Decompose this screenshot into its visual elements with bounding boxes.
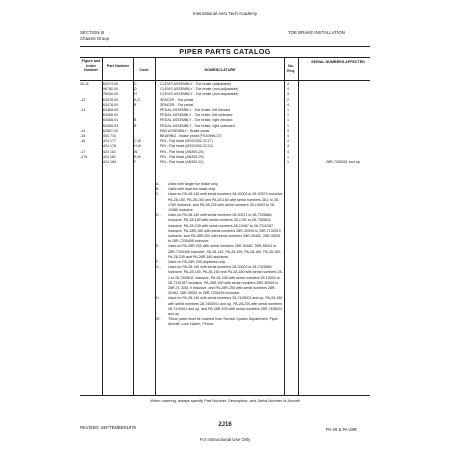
part-number-cell: 63465-03 [103,123,119,128]
code-cell: W [134,149,138,154]
note-text: Used on PA-28-140 with serial numbers 28-20371 to 28-7325684 inclusive, PA-28-180 with serial numbers 28-1761 to 28-7305611 inclusive, PA-28-235 with serial numbers 28-10487 to 28-7310187 inclusive, PA-28R-180 with serial numbers 28R-30005 to 28R-7130019 inclusive, and PA-28R-200 with serial numbers 28R-30482, 28R-35001 to 28R-7335455 inclusive. [168,213,281,244]
col-figure-index: Figure and Index Number [81,59,101,73]
nomenclature-cell: BEARING - Brake pedal (FS10966-37) [160,134,222,138]
note-text: Used with dual toe brake only. [168,187,216,192]
note-key: D - [156,213,161,218]
part-number-cell: 63465-02 [103,113,119,118]
col-nomenclature: NOMENCLATURE [204,68,236,72]
no-req-cell: 2 [287,97,289,102]
nomenclature-cell: PEDAL ASSEMBLY - Toe brake, left inboard [160,108,231,112]
col-serial-numbers: SERIAL NUMBERS AFFECTED [311,60,365,64]
revised-date: REVISED: SEPTEMBER1978 [80,425,136,430]
code-cell: B [134,102,137,107]
figure-index-cell: -17 [80,149,86,154]
nomenclature-cell: PIN - Flat head (AN393-31) [160,160,204,164]
note-text: Used with single toe brake only. [168,182,219,186]
note-text: Used on PA-28-140 with serial numbers 28-20002 to 28-20370 inclusive, PA-28-150, PA-28-160 and PA-28-180 with serial numbers 28-1 to 28-1760 inclusive, and PA-28-235 with serial numbers 28-10003 to 28-10486 inclusive. [168,192,284,213]
nomenclature-cell: CLEVIS ASSEMBLY - Toe brake (non-adjustable) [160,92,239,97]
page-number: 2J16 [218,422,232,428]
part-number-cell: 96780-00 [103,87,119,92]
code-cell: D [134,87,137,92]
note-text: Used on PA-28R-200 airplanes only. [168,260,226,265]
page-subject: TOE BRAKE INSTALLATION [288,30,345,35]
note-key: C - [156,192,161,197]
note-item [156,244,284,260]
part-number-cell: 424 181 [103,149,116,154]
code-cell: C,W [134,139,141,144]
bottom-banner: For Instructional Use Only [199,437,251,442]
code-cell: F [134,160,137,164]
nomenclature-cell: PAD ASSEMBLY - Brake pedal [160,128,210,133]
nomenclature-cell: PIN - Flat head (MS20392-2C17) [160,139,213,144]
no-req-cell: 1 [287,160,289,164]
no-req-cell: 4 [287,144,289,149]
order-note: When ordering, always specify Part Number, Description, and Serial Number of Aircraft [150,398,300,403]
no-req-cell: 4 [287,134,289,138]
part-number-cell: 424 176 [103,144,116,149]
note-key: W - [156,317,162,322]
top-banner: International Aero Tech Academy [192,11,258,16]
col-code: Code [139,68,149,72]
code-cell: H,W [134,144,141,149]
nomenclature-cell: PIN - Flat head (AN393-25) [160,149,204,154]
nomenclature-cell: CLEVIS ASSEMBLY - Toe brake (non-adjustable) [160,87,239,92]
code-cell: B [134,123,137,128]
note-item [156,213,284,244]
no-req-cell: 4 [287,149,289,154]
note-text: Used on PA-28-140 with serial numbers 28-7425001 and up, PA-28-180 with serial numbers 28-7405001 and up, PA-28-235 with serial numbers 28-7410001 and up, and PA-28R-200 with serial numbers 28R-7435001 and up. [168,296,283,317]
nomenclature-cell: PIN - Flat head (MS20392-2C13) [160,144,213,149]
note-item [156,317,284,327]
no-req-cell: 1 [287,113,289,118]
figure-index-cell: -16 [80,139,86,144]
part-number-cell: 63478-00 [103,97,119,102]
notes-list [156,182,284,328]
no-req-cell: 1 [287,123,289,128]
no-req-cell: 4 [287,92,289,97]
nomenclature-cell: PEDAL ASSEMBLY - Toe brake, left outboard [160,113,233,118]
note-item [156,296,284,317]
note-item [156,265,284,296]
figure-index-cell: -12 [80,97,86,102]
part-number-cell: 424 181 [103,154,116,159]
note-item [156,192,284,213]
note-key: E - [156,244,161,249]
no-req-cell: 4 [287,128,289,133]
section-label: SECTION III [80,30,105,35]
header-bottom-rule [80,80,370,81]
part-number-cell: 424 184 [103,160,116,164]
note-key: B - [156,187,161,192]
part-number-cell: 63478-00 [103,102,119,107]
note-key: F - [156,260,161,265]
nomenclature-cell: CLEVIS ASSEMBLY - Toe brake (adjustable) [160,82,232,86]
part-number-cell: 63465-01 [103,118,119,123]
note-key: H - [156,296,161,301]
catalog-title: PIPER PARTS CATALOG [179,47,271,56]
nomenclature-cell: SPACER - Toe pedal [160,97,194,102]
no-req-cell: 4 [287,82,289,86]
figure-index-cell: -17a [80,154,88,159]
no-req-cell: 4 [287,102,289,107]
no-req-cell: 4 [287,87,289,92]
part-number-cell: 63474-00 [103,82,119,86]
note-text: Used on PA-28R-200 with serial numbers 28R-30482, 28R-35001 to 28R-7335455 inclusive, PA-28-140, PA-28-150, PA-28-160, PA-28-180, PA-28-235 and PA-28R-180 airplanes. [168,244,282,259]
part-number-cell: 424 177 [103,139,116,144]
note-key: A - [156,182,161,186]
no-req-cell: 1 [287,154,289,159]
part-number-cell: 78430-00 [103,92,119,97]
figure-index-cell: -15 [80,134,86,138]
part-number-cell: 63465-00 [103,108,119,112]
code-cell: E,W [134,154,141,159]
note-key: G - [156,265,161,270]
no-req-cell: 1 [287,118,289,123]
col-no-req: No. Req. [287,64,295,73]
figure-index-cell: -13 [80,108,86,112]
table-row [0,160,450,165]
col-part-number: Part Number [106,64,130,68]
no-req-cell: 4 [287,139,289,144]
subsection-label: Chassis Group [80,36,110,41]
note-text: These parts must be ordered from Service Spares Department, Piper Aircraft, Lock Haven, Penna. [168,317,278,327]
serial-numbers-cell: 28R-7435001 and up [326,160,360,164]
code-cell: C [134,82,137,86]
title-bottom-rule [80,57,370,58]
part-number-cell: 62667-02 [103,128,119,133]
nomenclature-cell: PEDAL ASSEMBLY - Toe brake, right outboard [160,123,235,128]
nomenclature-cell: PEDAL ASSEMBLY - Toe brake, right inboard [160,118,233,123]
part-number-cell: 453 714 [103,134,116,138]
table-bottom-rule [80,395,370,396]
nomenclature-cell: PIN - Flat head (AN393-25) [160,154,204,159]
code-cell: B [134,118,137,123]
note-text: Used on PA-28-140 with serial numbers 28-20003 to 28-7325684 inclusive, PA-28-150, PA-28-160 and PA-28-180 with serial numbers 28-1 to 28-7305611 inclusive, PA-28-235 with serial numbers 28-10003 to 28-7310187 inclusive, PA-28R-180 with serial numbers 28R-30005 to 28R-71 3001 9 inclusive, and PA-28R-200 with serial numbers 28R-30482, 28R-35001 to 28R-7335455 inclusive. [168,265,283,296]
model-label: PA-28 & PA-28R [326,427,357,432]
code-cell: A,G [134,97,141,102]
code-cell: H [134,92,137,97]
no-req-cell: 1 [287,108,289,112]
figure-index-cell: 40-11 [80,82,89,86]
figure-index-cell: -14 [80,128,86,133]
nomenclature-cell: SPACER - Toe pedal [160,102,194,107]
